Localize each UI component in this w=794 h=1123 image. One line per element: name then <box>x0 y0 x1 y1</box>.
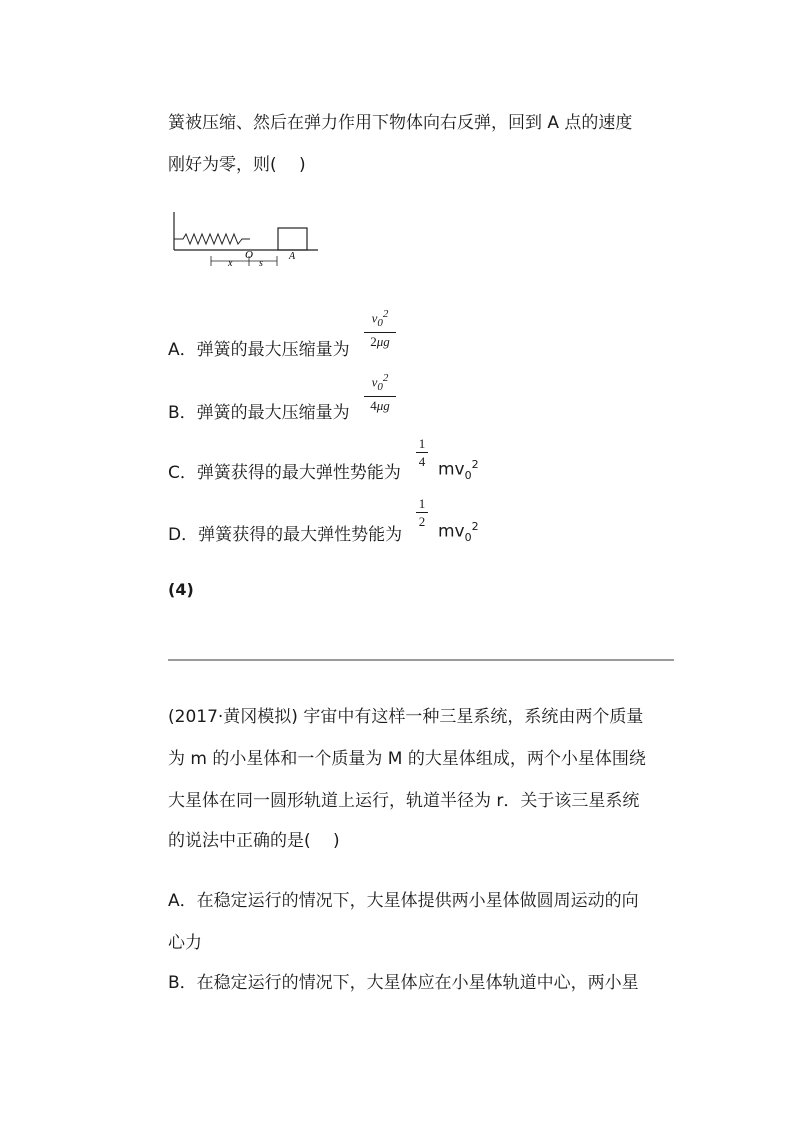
q1-option-c: C．弹簧获得的最大弹性势能为 <box>168 463 401 483</box>
x-label: x <box>228 258 233 269</box>
q1-text-line-2: 刚好为零，则( ) <box>168 155 306 175</box>
option-d-energy-term: $mv_0^2$ <box>438 520 479 545</box>
spring-block-figure <box>165 208 325 278</box>
q1-option-b: B．弹簧的最大压缩量为 <box>168 403 350 423</box>
q2-text-line-1: (2017·黄冈模拟) 宇宙中有这样一种三星系统，系统由两个质量 <box>168 707 644 727</box>
option-c-energy-term: $mv_0^2$ <box>438 458 479 483</box>
q2-option-a-line-2: 心力 <box>168 933 202 953</box>
option-a-fraction: $v_0^2$ 2μg <box>364 306 396 350</box>
option-b-fraction: $v_0^2$ 4μg <box>364 370 396 414</box>
o-label: O <box>245 249 253 261</box>
spring-coil <box>174 234 250 244</box>
q2-option-a-line-1: A．在稳定运行的情况下，大星体提供两小星体做圆周运动的向 <box>168 891 639 911</box>
block-rect <box>278 228 307 250</box>
s-label: s <box>259 258 263 269</box>
option-c-fraction: 1 4 <box>416 436 428 469</box>
q1-option-d: D．弹簧获得的最大弹性势能为 <box>168 525 403 545</box>
q2-text-line-4: 的说法中正确的是( ) <box>168 831 340 851</box>
q2-option-b-line-1: B．在稳定运行的情况下，大星体应在小星体轨道中心，两小星 <box>168 973 639 993</box>
option-d-fraction: 1 2 <box>416 496 428 529</box>
question-number: (4) <box>168 580 194 599</box>
q1-text-line-1: 簧被压缩、然后在弹力作用下物体向右反弹，回到 A 点的速度 <box>168 113 633 133</box>
q2-text-line-3: 大星体在同一圆形轨道上运行，轨道半径为 r．关于该三星系统 <box>168 791 640 811</box>
q2-text-line-2: 为 m 的小星体和一个质量为 M 的大星体组成，两个小星体围绕 <box>168 749 646 769</box>
q1-option-a: A．弹簧的最大压缩量为 <box>168 340 350 360</box>
section-divider <box>168 659 674 661</box>
a-label: A <box>289 251 296 262</box>
